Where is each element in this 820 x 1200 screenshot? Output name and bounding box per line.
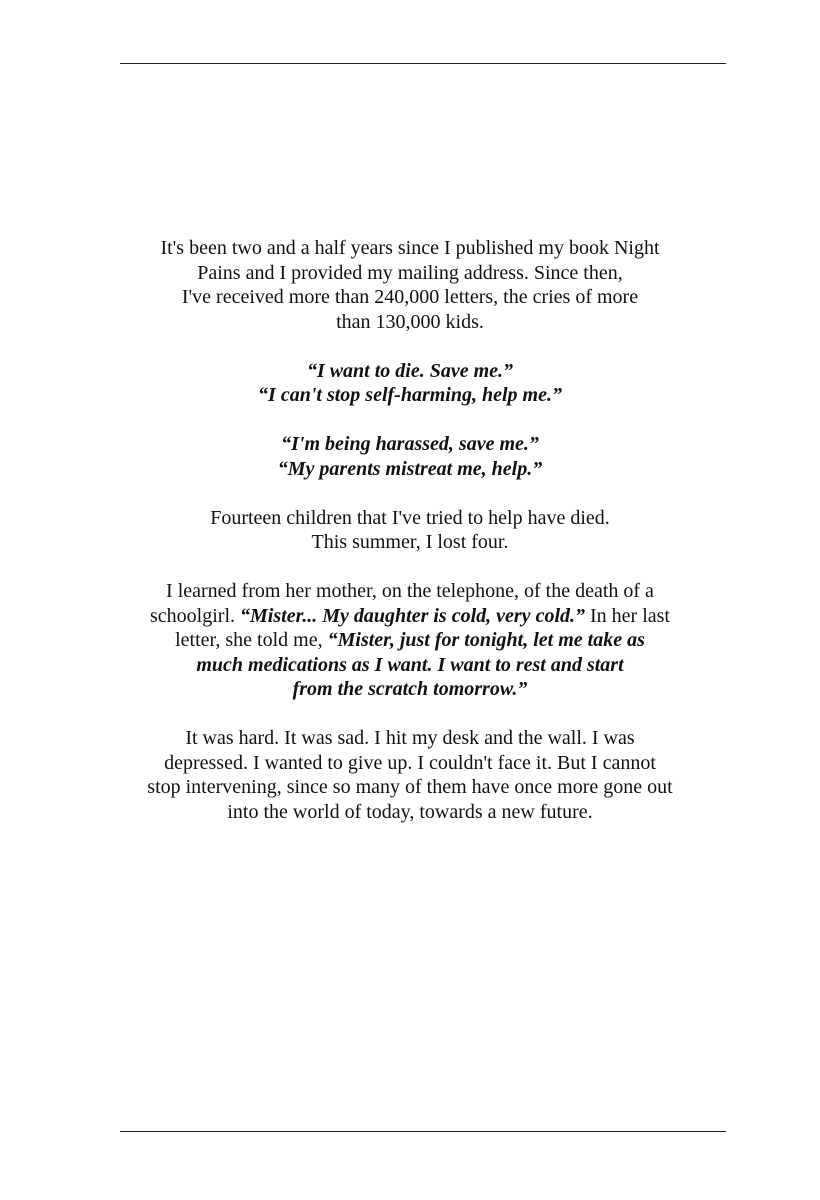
paragraph-quotes-1 [80,359,740,408]
text-line: Fourteen children that I've tried to help have died. [210,506,610,529]
text-line: into the world of today, towards a new future. [227,800,593,823]
text-line: It's been two and a half years since I published my book Night [160,237,660,259]
paragraph-closing [80,726,740,824]
quote-line: much medications as I want. I want to rest and start [196,653,624,676]
quote-line: “I'm being harassed, save me.” [281,433,539,455]
bottom-rule [120,1131,726,1132]
text-line: Pains and I provided my mailing address. Since then, [197,261,623,284]
paragraph-schoolgirl [80,579,740,702]
text-segment: letter, she told me, [175,629,328,651]
quote-segment: “Mister... My daughter is cold, very cold.” [240,604,585,627]
text-line: I learned from her mother, on the telephone, of the death of a [166,580,654,602]
paragraph-quotes-2 [80,432,740,481]
paragraph-fourteen-children [80,506,740,555]
paragraph-intro [80,236,740,334]
text-line: I've received more than 240,000 letters, the cries of more [181,286,639,308]
quote-line: from the scratch tomorrow.” [292,678,528,700]
quote-line: “My parents mistreat me, help.” [277,457,543,480]
text-line: than 130,000 kids. [336,310,484,333]
text-line: depressed. I wanted to give up. I couldn't face it. But I cannot [164,751,656,774]
text-line: It was hard. It was sad. I hit my desk and the wall. I was [185,727,635,749]
text-line: This summer, I lost four. [311,531,509,553]
text-segment: In her last [585,604,670,627]
quote-segment: “Mister, just for tonight, let me take as [327,629,645,651]
top-rule [120,63,726,64]
text-segment: schoolgirl. [150,604,241,627]
quote-line: “I want to die. Save me.” [306,359,514,382]
text-block [80,236,740,849]
text-line [80,604,740,629]
text-line: stop intervening, since so many of them have once more gone out [147,776,673,798]
quote-line: “I can't stop self-harming, help me.” [258,384,562,406]
text-line [80,628,740,653]
